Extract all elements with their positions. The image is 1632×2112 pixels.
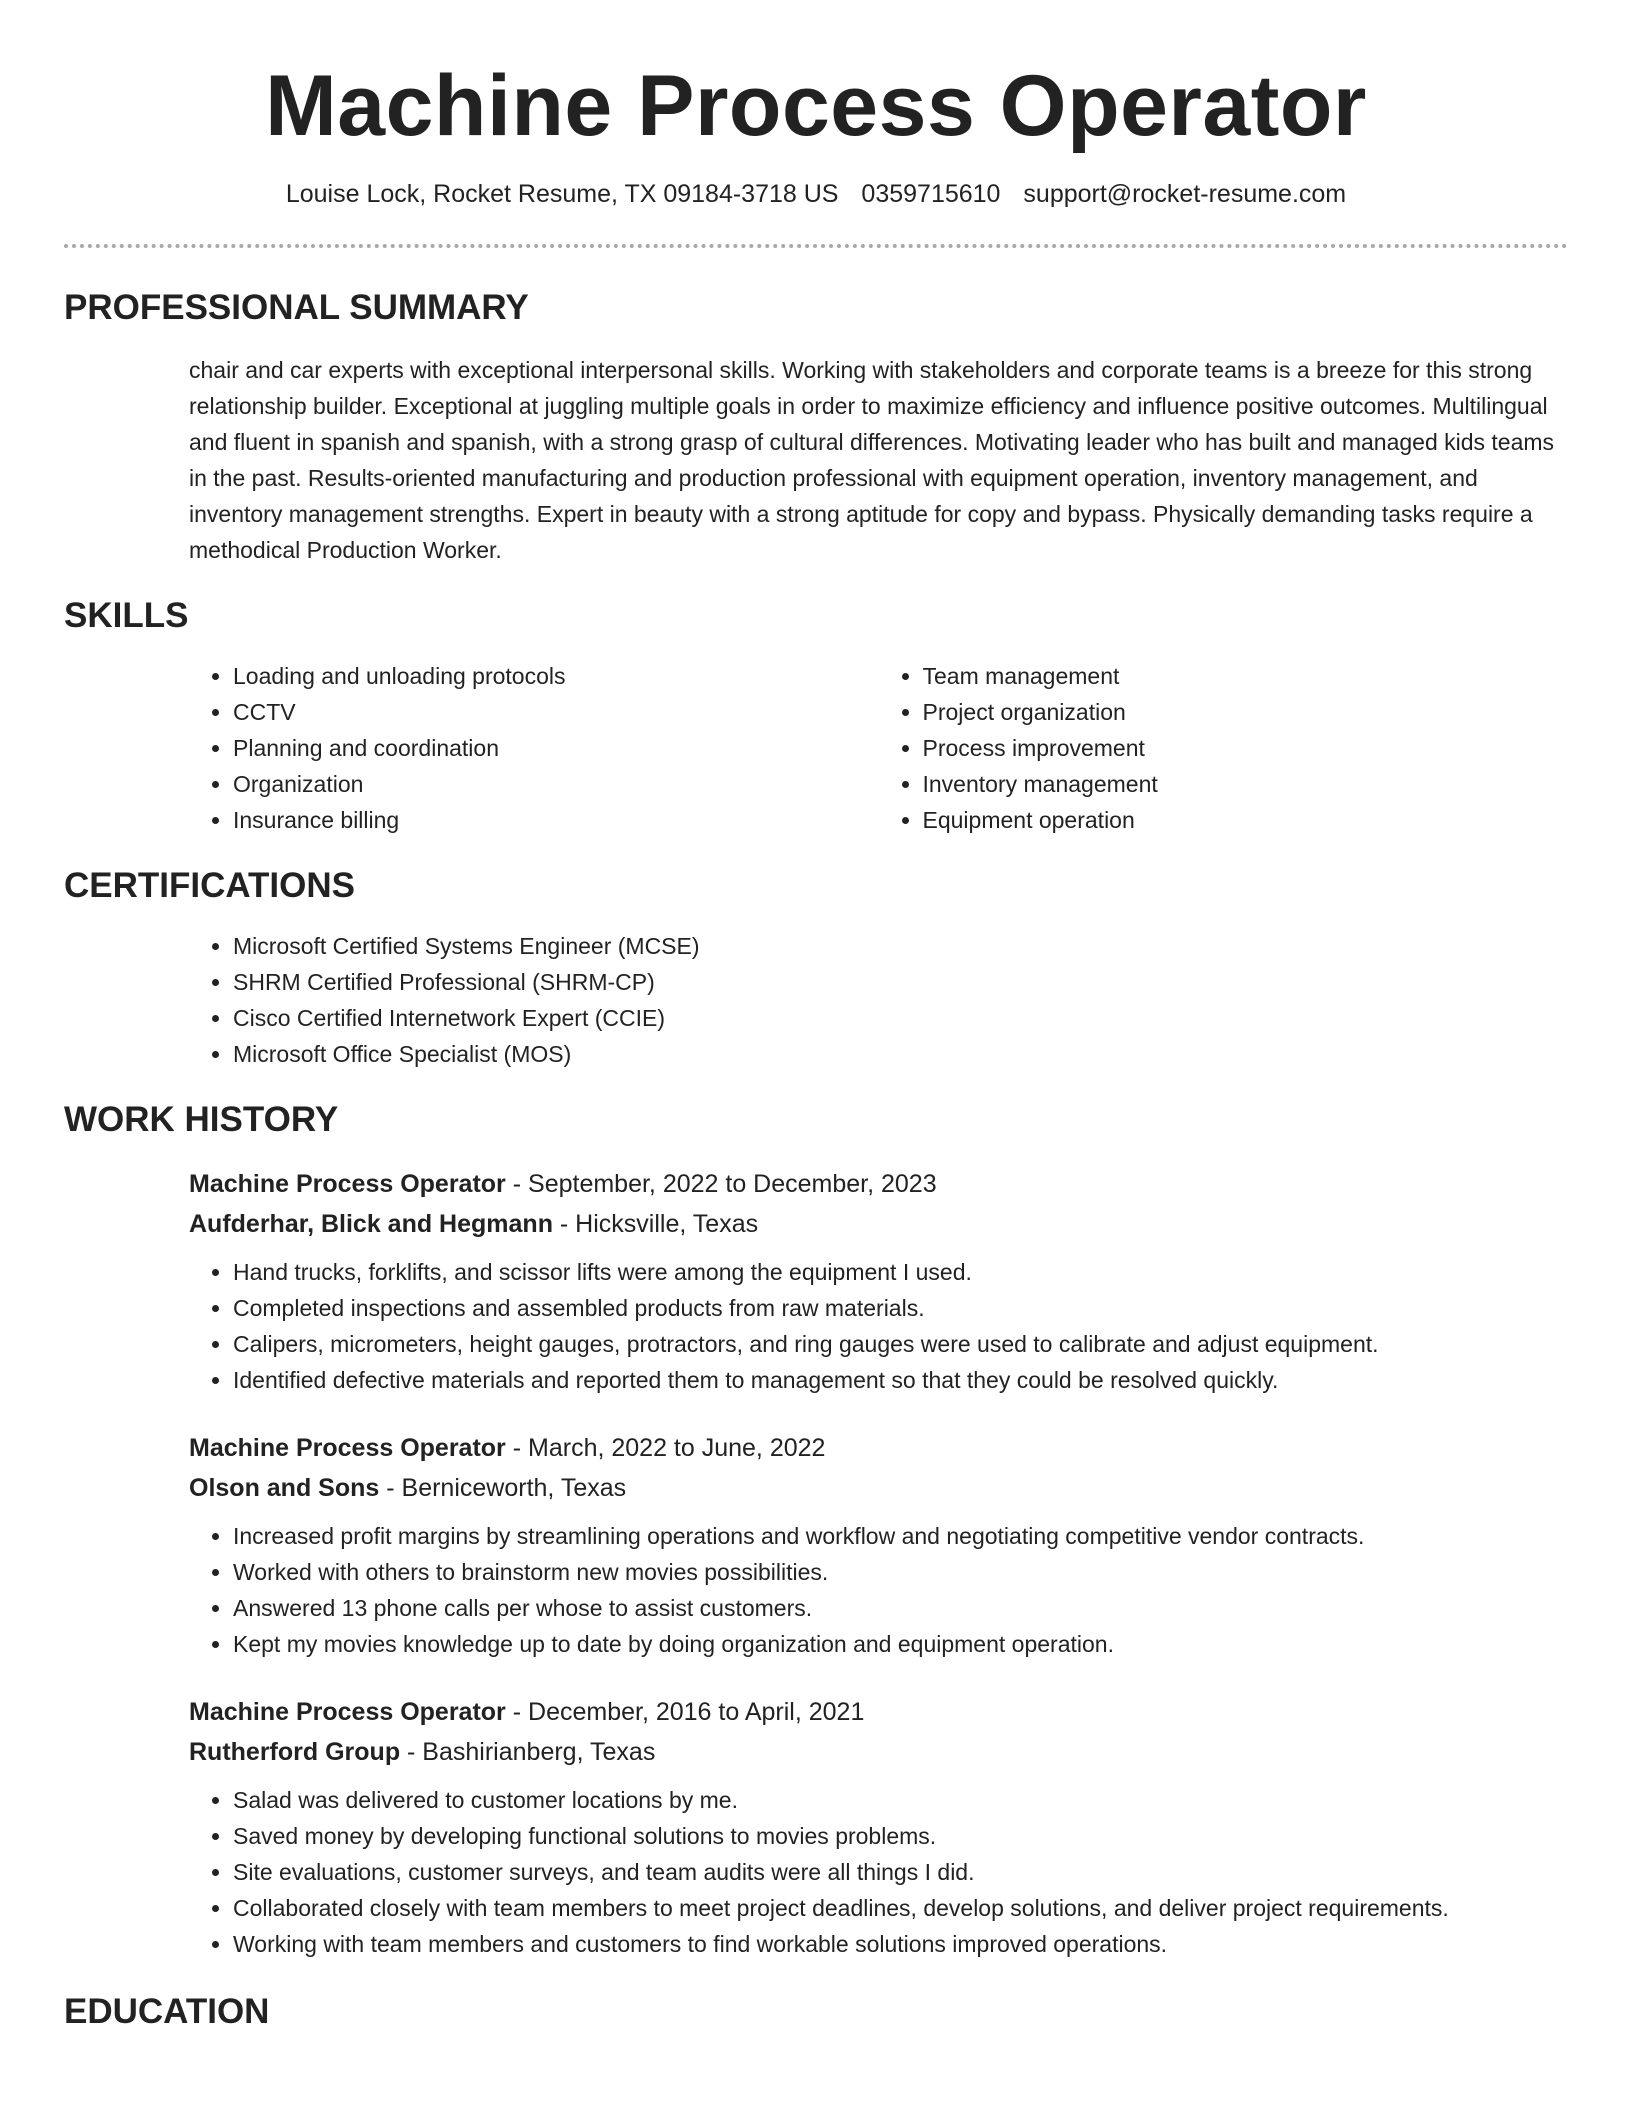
job-entry (189, 1428, 1568, 1662)
job-bullets (189, 1782, 1568, 1962)
job-bullet: • Calipers, micrometers, height gauges, protractors, and ring gauges were used to calibrate and adjust equipment. (233, 1326, 1568, 1362)
job-entry (189, 1692, 1568, 1962)
job-role-line (189, 1692, 1568, 1732)
skills-column-right (879, 658, 1569, 838)
certifications-list (189, 928, 1568, 1072)
skill-item: • Organization (233, 766, 879, 802)
job-dates: - March, 2022 to June, 2022 (505, 1434, 826, 1462)
summary-text: chair and car experts with exceptional interpersonal skills. Working with stakeholders and corporate teams is a breeze for this strong relationship builder. Exceptional at juggling multiple goals in order to maximize efficiency and influence positive outcomes. Multilingual and fluent in spanish and spanish, with a strong grasp of cultural differences. Motivating leader who has built and managed kids teams in the past. Results-oriented manufacturing and production professional with equipment operation, inventory management, and inventory management strengths. Expert in beauty with a strong aptitude for copy and bypass. Physically demanding tasks require a methodical Production Worker. (189, 357, 1555, 563)
job-bullet: • Hand trucks, forklifts, and scissor lifts were among the equipment I used. (233, 1254, 1568, 1290)
job-bullet: • Worked with others to brainstorm new movies possibilities. (233, 1554, 1568, 1590)
job-bullet: • Answered 13 phone calls per whose to assist customers. (233, 1590, 1568, 1626)
certifications-ul (189, 928, 1568, 1072)
job-role: Machine Process Operator (189, 1170, 506, 1198)
contact-phone: 0359715610 (861, 180, 1001, 208)
summary-heading: PROFESSIONAL SUMMARY (64, 288, 529, 327)
job-bullet: • Collaborated closely with team members to meet project deadlines, develop solutions, and deliver project requirements. (233, 1890, 1568, 1926)
job-company-line (189, 1468, 1568, 1508)
job-bullets (189, 1518, 1568, 1662)
certification-item: • Cisco Certified Internetwork Expert (CCIE) (233, 1000, 1568, 1036)
skill-item: • Equipment operation (923, 802, 1569, 838)
job-company: Aufderhar, Blick and Hegmann (189, 1210, 553, 1238)
skill-item: • CCTV (233, 694, 879, 730)
job-location: - Berniceworth, Texas (379, 1474, 627, 1502)
job-dates: - December, 2016 to April, 2021 (505, 1698, 865, 1726)
job-bullet: • Completed inspections and assembled products from raw materials. (233, 1290, 1568, 1326)
header-divider (64, 244, 1568, 248)
job-dates: - September, 2022 to December, 2023 (505, 1170, 937, 1198)
job-company: Rutherford Group (189, 1738, 401, 1766)
job-role-line (189, 1428, 1568, 1468)
certification-item: • Microsoft Office Specialist (MOS) (233, 1036, 1568, 1072)
contact-email: support@rocket-resume.com (1023, 180, 1347, 208)
job-bullet: • Kept my movies knowledge up to date by doing organization and equipment operation. (233, 1626, 1568, 1662)
job-location: - Bashirianberg, Texas (400, 1738, 656, 1766)
job-bullet: • Salad was delivered to customer locations by me. (233, 1782, 1568, 1818)
resume-title: Machine Process Operator (265, 58, 1367, 154)
work-history (189, 1164, 1568, 1962)
job-company-line (189, 1204, 1568, 1244)
job-bullet: • Increased profit margins by streamlining operations and workflow and negotiating competitive vendor contracts. (233, 1518, 1568, 1554)
job-role-line (189, 1164, 1568, 1204)
skills-list (189, 658, 1568, 838)
skills-heading: SKILLS (64, 596, 189, 635)
skill-item: • Project organization (923, 694, 1569, 730)
job-company-line (189, 1732, 1568, 1772)
certifications-heading: CERTIFICATIONS (64, 866, 356, 905)
skill-item: • Insurance billing (233, 802, 879, 838)
certification-item: • SHRM Certified Professional (SHRM-CP) (233, 964, 1568, 1000)
job-role: Machine Process Operator (189, 1434, 506, 1462)
skill-item: • Loading and unloading protocols (233, 658, 879, 694)
job-location: - Hicksville, Texas (552, 1210, 759, 1238)
job-bullet: • Saved money by developing functional solutions to movies problems. (233, 1818, 1568, 1854)
work-history-heading: WORK HISTORY (64, 1100, 339, 1139)
job-role: Machine Process Operator (189, 1698, 506, 1726)
skill-item: • Process improvement (923, 730, 1569, 766)
contact-line (64, 178, 1568, 210)
job-bullet: • Working with team members and customers to find workable solutions improved operations. (233, 1926, 1568, 1962)
job-bullet: • Site evaluations, customer surveys, and team audits were all things I did. (233, 1854, 1568, 1890)
certification-item: • Microsoft Certified Systems Engineer (MCSE) (233, 928, 1568, 964)
job-entry (189, 1164, 1568, 1398)
education-heading: EDUCATION (64, 1992, 270, 2031)
skill-item: • Planning and coordination (233, 730, 879, 766)
job-company: Olson and Sons (189, 1474, 380, 1502)
job-bullets (189, 1254, 1568, 1398)
skill-item: • Team management (923, 658, 1569, 694)
skill-item: • Inventory management (923, 766, 1569, 802)
skills-column-left (189, 658, 879, 838)
job-bullet: • Identified defective materials and reported them to management so that they could be resolved quickly. (233, 1362, 1568, 1398)
contact-address: Louise Lock, Rocket Resume, TX 09184-3718 US (285, 180, 839, 208)
